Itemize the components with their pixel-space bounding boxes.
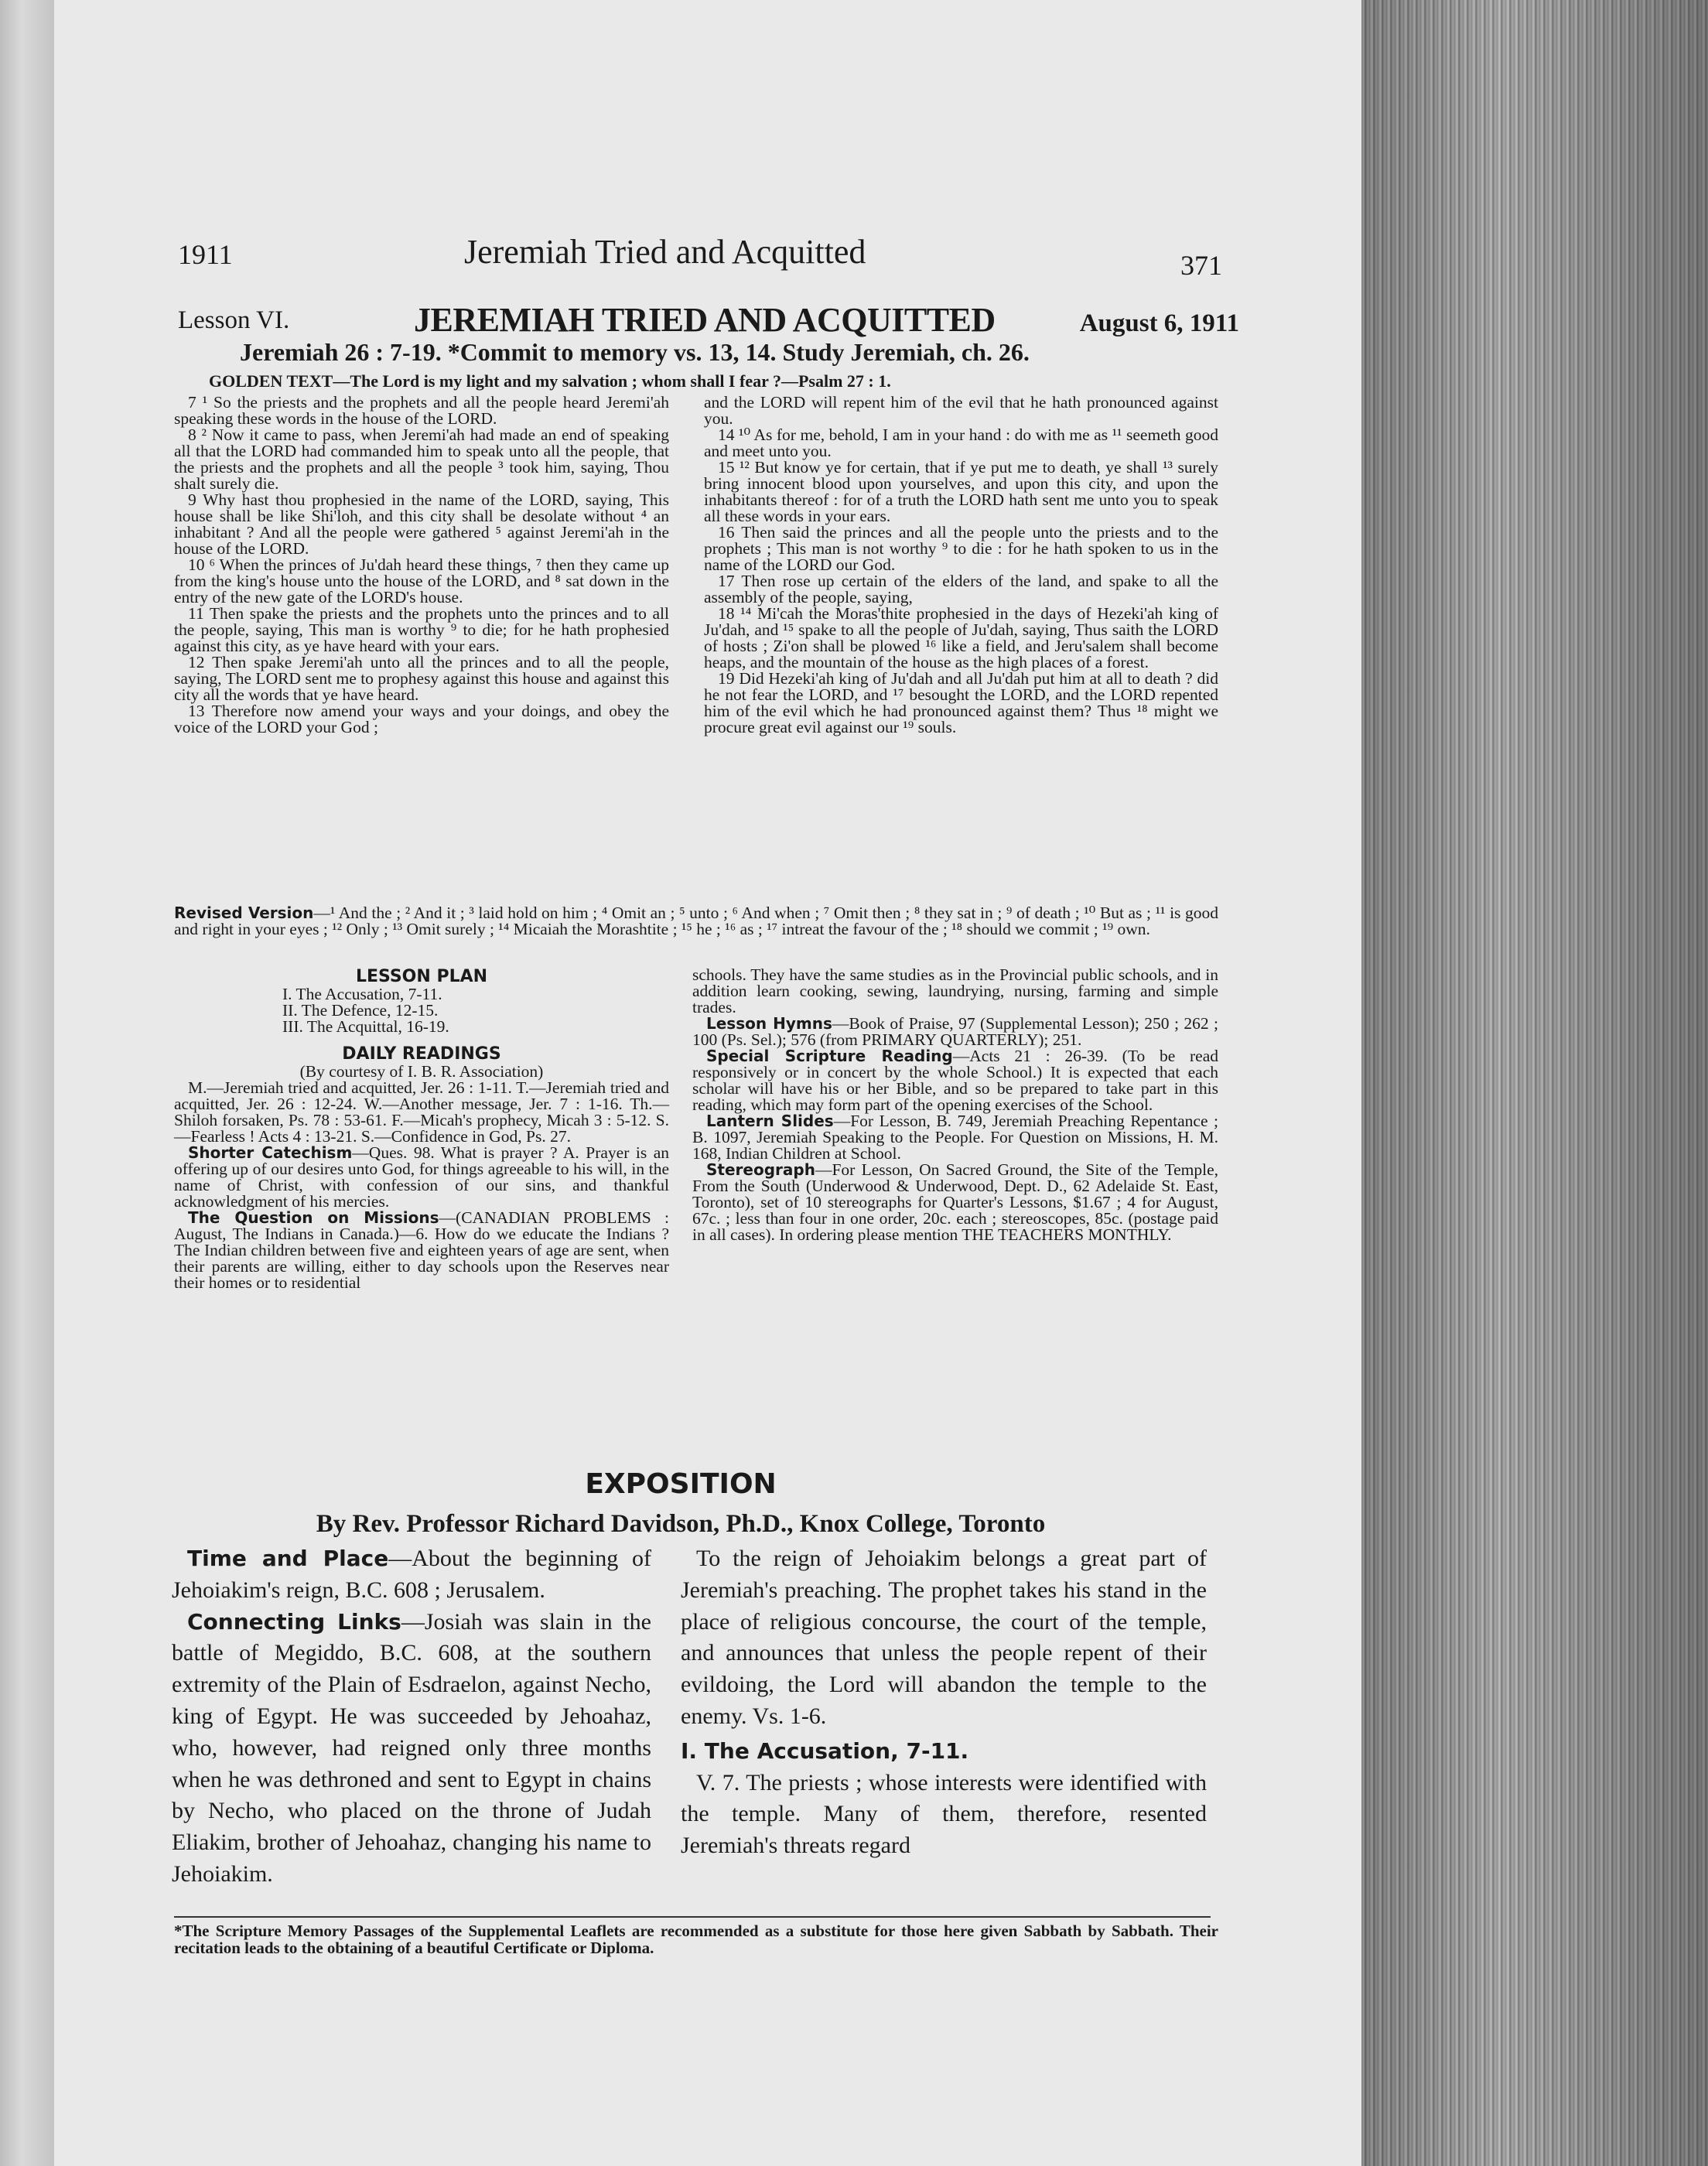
scripture-right-column xyxy=(704,395,1218,736)
lesson-plan-item: III. The Acquittal, 16-19. xyxy=(282,1017,449,1036)
verse: 7 ¹ So the priests and the prophets and all the people heard Jeremi'ah speaking these words in the house of the LORD. xyxy=(174,393,669,428)
accusation-text: V. 7. The priests ; whose interests were identified with the temple. Many of them, therefore, resented Jeremiah's threats regard xyxy=(681,1769,1207,1859)
lesson-notes-left xyxy=(174,967,669,1291)
exposition-byline: By Rev. Professor Richard Davidson, Ph.D., Knox College, Toronto xyxy=(316,1510,1046,1538)
time-and-place xyxy=(172,1543,651,1607)
question-missions-label: The Question on Missions xyxy=(188,1208,439,1227)
page-stack-edge xyxy=(1361,0,1708,2166)
shorter-catechism-label: Shorter Catechism xyxy=(188,1143,353,1162)
lesson-hymns-text: —Book of Praise, 97 (Supplemental Lesson); 250 ; 262 ; 100 (Ps. Sel.); 576 (from PRIMARY QUARTERLY); 251. xyxy=(692,1014,1218,1049)
stereograph-label: Stereograph xyxy=(706,1160,815,1179)
verse: and the LORD will repent him of the evil that he hath pronounced against you. xyxy=(704,393,1218,428)
exposition-paragraph: To the reign of Jehoiakim belongs a great part of Jeremiah's preaching. The prophet takes his stand in the place of religious concourse, the court of the temple, and announces that unless the people repent of their evildoing, the Lord will abandon the temple to the enemy. Vs. 1-6. xyxy=(681,1546,1207,1729)
left-page-edge xyxy=(0,0,54,2166)
accusation-heading: I. The Accusation, 7-11. xyxy=(681,1737,969,1764)
running-header xyxy=(178,232,1222,281)
lantern-slides xyxy=(692,1113,1218,1162)
lesson-number: Lesson VI. xyxy=(178,306,290,334)
verse: 17 Then rose up certain of the elders of the land, and spake to all the assembly of the people, saying, xyxy=(704,572,1218,606)
exposition-heading: EXPOSITION xyxy=(585,1468,777,1500)
lesson-plan-item: II. The Defence, 12-15. xyxy=(282,1001,439,1020)
question-on-missions xyxy=(174,1210,669,1291)
special-scripture-text: —Acts 21 : 26-39. (To be read responsively or in concert by the whole School.) It is expected that each scholar will have his or her Bible, and so be prepared to take part in this reading, which may form part of the opening exercises of the School. xyxy=(692,1047,1219,1114)
scripture-reference: Jeremiah 26 : 7-19. *Commit to memory vs. 13, 14. Study Jeremiah, ch. 26. xyxy=(240,338,1030,366)
verse: 15 ¹² But know ye for certain, that if ye put me to death, ye shall ¹³ surely bring innocent blood upon yourselves, and upon this city, and upon the inhabitants thereof : for of a truth the LORD hath sent me unto you to speak all these words in your ears. xyxy=(704,458,1218,525)
revised-version-label: Revised Version xyxy=(174,904,314,922)
question-missions-continued: schools. They have the same studies as in the Provincial public schools, and in addition learn cooking, sewing, laundrying, nursing, farming and simple trades. xyxy=(692,965,1218,1016)
lantern-slides-label: Lantern Slides xyxy=(706,1112,834,1130)
special-scripture-label: Special Scripture Reading xyxy=(706,1047,953,1065)
lesson-title-line xyxy=(178,300,1239,343)
special-scripture-reading xyxy=(692,1048,1218,1113)
footnote: *The Scripture Memory Passages of the Supplemental Leaflets are recommended as a substitute for those here given Sabbath by Sabbath. Their recitation leads to the obtaining of a beautiful Certificate or Diploma. xyxy=(174,1922,1218,1957)
shorter-catechism xyxy=(174,1145,669,1210)
connecting-links-text: —Josiah was slain in the battle of Megiddo, B.C. 608, at the southern extremity of the Plain of Esdraelon, against Necho, king of Egypt. He was succeeded by Jehoahaz, who, however, had reigned only three months when he was dethroned and sent to Egypt in chains by Necho, who placed on the throne of Judah Eliakim, brother of Jehoahaz, changing his name to Jehoiakim. xyxy=(172,1608,651,1887)
verse: 13 Therefore now amend your ways and your doings, and obey the voice of the LORD your God ; xyxy=(174,702,669,736)
footnote-rule xyxy=(174,1916,1211,1918)
lesson-title: JEREMIAH TRIED AND ACQUITTED xyxy=(414,301,996,339)
time-place-text: —About the beginning of Jehoiakim's reign, B.C. 608 ; Jerusalem. xyxy=(172,1546,651,1603)
connecting-links-label: Connecting Links xyxy=(187,1608,401,1635)
daily-readings-heading: DAILY READINGS xyxy=(342,1044,501,1064)
verse: 14 ¹⁰ As for me, behold, I am in your hand : do with me as ¹¹ seemeth good and meet unto you. xyxy=(704,425,1218,460)
header-title: Jeremiah Tried and Acquitted xyxy=(464,233,866,271)
lesson-plan-heading: LESSON PLAN xyxy=(355,967,488,986)
verse: 8 ² Now it came to pass, when Jeremi'ah had made an end of speaking all that the LORD had commanded him to speak unto all the people, that the priests and the prophets and all the people ³ took him, saying, Thou shalt surely die. xyxy=(174,425,669,493)
lesson-plan-item: I. The Accusation, 7-11. xyxy=(282,985,442,1003)
exposition-right-column xyxy=(681,1543,1207,1862)
stereograph-text: —For Lesson, On Sacred Ground, the Site of the Temple, From the South (Underwood & Underwood, Dept. D., 62 Adelaide St. East, Toronto), set of 10 stereographs for Quarter's Lessons, $1.67 ; 4 for August, 67c. ; less than four in one order, 20c. each ; stereoscopes, 85c. (postage paid in all cases). In ordering please mention THE TEACHERS MONTHLY. xyxy=(692,1160,1218,1244)
header-year: 1911 xyxy=(178,239,233,270)
lesson-hymns-label: Lesson Hymns xyxy=(706,1014,832,1033)
lesson-hymns xyxy=(692,1016,1218,1048)
stereograph xyxy=(692,1162,1218,1243)
page-number: 371 xyxy=(1180,250,1222,281)
shorter-catechism-text: —Ques. 98. What is prayer ? A. Prayer is an offering up of our desires unto God, for things agreeable to his will, in the name of Christ, with confession of our sins, and thankful acknowledgment of his mercies. xyxy=(174,1143,669,1211)
verse: 11 Then spake the priests and the prophets unto the princes and to all the people, saying, This man is worthy ⁹ to die; for he hath prophesied against this city, as ye have heard with your ears. xyxy=(174,604,669,655)
golden-text: GOLDEN TEXT—The Lord is my light and my salvation ; whom shall I fear ?—Psalm 27 : 1. xyxy=(209,371,891,391)
time-place-label: Time and Place xyxy=(187,1546,389,1571)
scripture-left-column xyxy=(174,395,669,736)
question-missions-text: —(CANADIAN PROBLEMS : August, The Indians in Canada.)—6. How do we educate the Indians ? The Indian children between five and eighteen years of age are sent, when their parents are willing, either to day schools upon the Reserves near their homes or to residential xyxy=(174,1208,669,1292)
verse: 19 Did Hezeki'ah king of Ju'dah and all Ju'dah put him at all to death ? did he not fear the LORD, and ¹⁷ besought the LORD, and the LORD repented him of the evil which he had pronounced against them? Thus ¹⁸ might we procure great evil against our ¹⁹ souls. xyxy=(704,669,1218,736)
daily-readings-text: M.—Jeremiah tried and acquitted, Jer. 26 : 1-11. T.—Jeremiah tried and acquitted, Jer. 26 : 12-24. W.—Another message, Jer. 7 : 1-16. Th.—Shiloh forsaken, Ps. 78 : 53-61. F.—Micah's prophecy, Micah 3 : 5-12. S.—Fearless ! Acts 4 : 13-21. S.—Confidence in God, Ps. 27. xyxy=(174,1078,669,1146)
lesson-plan-list xyxy=(282,986,669,1035)
verse: 12 Then spake Jeremi'ah unto all the princes and to all the people, saying, The LORD sent me to prophesy against this house and against this city all the words that ye have heard. xyxy=(174,653,669,704)
lantern-slides-text: —For Lesson, B. 749, Jeremiah Preaching Repentance ; B. 1097, Jeremiah Speaking to the People. For Question on Missions, H. M. 168, Indian Children at School. xyxy=(692,1112,1218,1163)
revised-version-text: —¹ And the ; ² And it ; ³ laid hold on him ; ⁴ Omit an ; ⁵ unto ; ⁶ And when ; ⁷ Omit then ; ⁸ they sat in ; ⁹ of death ; ¹⁰ But as ; ¹¹ is good and right in your eyes ; ¹² Only ; ¹³ Omit surely ; ¹⁴ Micaiah the Morashtite ; ¹⁵ he ; ¹⁶ as ; ¹⁷ intreat the favour of the ; ¹⁸ should we commit ; ¹⁹ own. xyxy=(174,904,1218,938)
lesson-notes-right xyxy=(692,967,1218,1243)
verse: 10 ⁶ When the princes of Ju'dah heard these things, ⁷ then they came up from the king's house unto the house of the LORD, and ⁸ sat down in the entry of the new gate of the LORD's house. xyxy=(174,555,669,606)
verse: 18 ¹⁴ Mi'cah the Moras'thite prophesied in the days of Hezeki'ah king of Ju'dah, and ¹⁵ spake to all the people of Ju'dah, saying, Thus saith the LORD of hosts ; Zi'on shall be plowed ¹⁶ like a field, and Jeru'salem shall become heaps, and the mountain of the house as the high places of a forest. xyxy=(704,604,1218,671)
lesson-date: August 6, 1911 xyxy=(1079,309,1239,337)
verse: 16 Then said the princes and all the people unto the priests and to the prophets ; This man is not worthy ⁹ to die : for he hath spoken to us in the name of the LORD our God. xyxy=(704,523,1218,574)
exposition-left-column xyxy=(172,1543,651,1891)
verse: 9 Why hast thou prophesied in the name of the LORD, saying, This house shall be like Shi'loh, and this city shall be desolate without ⁴ an inhabitant ? And all the people were gathered ⁵ against Jeremi'ah in the house of the LORD. xyxy=(174,490,669,558)
connecting-links xyxy=(172,1607,651,1891)
daily-readings-courtesy: (By courtesy of I. B. R. Association) xyxy=(299,1062,544,1081)
revised-version-notes xyxy=(174,905,1218,938)
